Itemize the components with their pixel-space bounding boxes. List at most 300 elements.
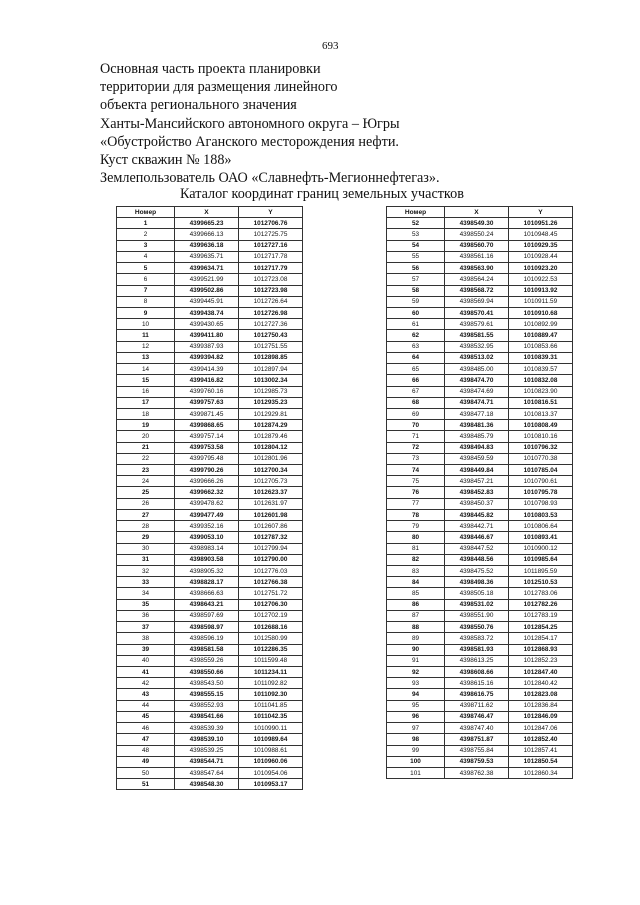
cell-y: 1012717.78 <box>239 251 303 262</box>
table-row <box>387 678 573 689</box>
cell-x: 4398581.93 <box>445 644 509 655</box>
table-row <box>387 285 573 296</box>
header-line: Основная часть проекта планировки <box>100 61 321 77</box>
table-row <box>117 431 303 442</box>
cell-number: 76 <box>387 487 445 498</box>
cell-number: 5 <box>117 263 175 274</box>
cell-y: 1012706.76 <box>239 218 303 229</box>
cell-number: 79 <box>387 521 445 532</box>
cell-x: 4399477.49 <box>175 509 239 520</box>
cell-y: 1010832.08 <box>509 375 573 386</box>
table-row <box>387 375 573 386</box>
coordinates-table-right <box>386 206 573 779</box>
cell-x: 4399662.32 <box>175 487 239 498</box>
cell-x: 4398552.93 <box>175 700 239 711</box>
cell-x: 4399635.71 <box>175 251 239 262</box>
cell-x: 4398539.25 <box>175 745 239 756</box>
table-header-row <box>117 207 303 218</box>
cell-number: 87 <box>387 610 445 621</box>
cell-number: 1 <box>117 218 175 229</box>
table-row <box>117 588 303 599</box>
cell-x: 4398746.47 <box>445 711 509 722</box>
cell-x: 4399438.74 <box>175 307 239 318</box>
cell-x: 4398452.83 <box>445 487 509 498</box>
table-row <box>117 274 303 285</box>
cell-x: 4399430.65 <box>175 319 239 330</box>
cell-number: 97 <box>387 723 445 734</box>
page-number: 693 <box>322 40 339 52</box>
cell-number: 15 <box>117 375 175 386</box>
cell-number: 40 <box>117 655 175 666</box>
coordinates-table-left <box>116 206 303 790</box>
cell-x: 4398828.17 <box>175 577 239 588</box>
cell-y: 1010808.49 <box>509 420 573 431</box>
table-row <box>387 566 573 577</box>
cell-number: 10 <box>117 319 175 330</box>
table-row <box>387 767 573 778</box>
cell-y: 1012688.16 <box>239 622 303 633</box>
cell-y: 1012750.43 <box>239 330 303 341</box>
table-row <box>387 734 573 745</box>
table-row <box>387 610 573 621</box>
cell-number: 61 <box>387 319 445 330</box>
table-row <box>387 330 573 341</box>
column-header-x: X <box>445 207 509 218</box>
catalog-title: Каталог координат границ земельных участков <box>180 186 464 202</box>
cell-y: 1012783.06 <box>509 588 573 599</box>
header-line: Землепользователь ОАО «Славнефть-Мегионнефтегаз». <box>100 170 440 187</box>
cell-x: 4398608.66 <box>445 666 509 677</box>
cell-number: 41 <box>117 666 175 677</box>
cell-x: 4398569.94 <box>445 296 509 307</box>
cell-number: 3 <box>117 240 175 251</box>
cell-number: 66 <box>387 375 445 386</box>
table-row <box>117 666 303 677</box>
table-row <box>387 666 573 677</box>
cell-x: 4398447.52 <box>445 543 509 554</box>
cell-x: 4399871.45 <box>175 408 239 419</box>
cell-number: 86 <box>387 599 445 610</box>
cell-y: 1012852.23 <box>509 655 573 666</box>
table-row <box>387 711 573 722</box>
table-row <box>117 420 303 431</box>
cell-number: 74 <box>387 465 445 476</box>
cell-y: 1012846.09 <box>509 711 573 722</box>
cell-number: 9 <box>117 307 175 318</box>
cell-y: 1012725.75 <box>239 229 303 240</box>
cell-number: 21 <box>117 442 175 453</box>
cell-x: 4398762.38 <box>445 767 509 778</box>
table-row <box>387 240 573 251</box>
cell-y: 1013002.34 <box>239 375 303 386</box>
cell-y: 1012787.32 <box>239 532 303 543</box>
cell-y: 1010989.64 <box>239 734 303 745</box>
cell-y: 1012860.34 <box>509 767 573 778</box>
cell-number: 94 <box>387 689 445 700</box>
table-row <box>387 498 573 509</box>
cell-number: 59 <box>387 296 445 307</box>
cell-number: 81 <box>387 543 445 554</box>
cell-y: 1012897.94 <box>239 364 303 375</box>
cell-number: 89 <box>387 633 445 644</box>
table-row <box>387 218 573 229</box>
cell-number: 30 <box>117 543 175 554</box>
table-row <box>387 364 573 375</box>
table-row <box>387 386 573 397</box>
cell-x: 4399411.80 <box>175 330 239 341</box>
cell-number: 54 <box>387 240 445 251</box>
cell-x: 4398579.61 <box>445 319 509 330</box>
table-row <box>387 599 573 610</box>
cell-y: 1011092.30 <box>239 689 303 700</box>
cell-number: 62 <box>387 330 445 341</box>
cell-x: 4398485.00 <box>445 364 509 375</box>
cell-y: 1010803.53 <box>509 509 573 520</box>
cell-y: 1012840.42 <box>509 678 573 689</box>
cell-x: 4398583.72 <box>445 633 509 644</box>
cell-number: 91 <box>387 655 445 666</box>
cell-y: 1010911.59 <box>509 296 573 307</box>
table-row <box>117 734 303 745</box>
table-row <box>117 532 303 543</box>
table-row <box>117 319 303 330</box>
cell-number: 90 <box>387 644 445 655</box>
cell-x: 4398474.69 <box>445 386 509 397</box>
cell-x: 4399387.93 <box>175 341 239 352</box>
table-row <box>117 610 303 621</box>
cell-y: 1010853.66 <box>509 341 573 352</box>
cell-y: 1010951.26 <box>509 218 573 229</box>
cell-number: 2 <box>117 229 175 240</box>
cell-number: 18 <box>117 408 175 419</box>
table-row <box>117 509 303 520</box>
cell-number: 49 <box>117 756 175 767</box>
cell-x: 4398505.18 <box>445 588 509 599</box>
cell-y: 1012706.30 <box>239 599 303 610</box>
cell-x: 4398555.15 <box>175 689 239 700</box>
cell-y: 1010928.44 <box>509 251 573 262</box>
cell-y: 1012801.96 <box>239 453 303 464</box>
cell-number: 93 <box>387 678 445 689</box>
cell-number: 24 <box>117 476 175 487</box>
cell-y: 1010954.06 <box>239 767 303 778</box>
cell-number: 52 <box>387 218 445 229</box>
cell-x: 4398563.90 <box>445 263 509 274</box>
table-row <box>117 386 303 397</box>
cell-number: 77 <box>387 498 445 509</box>
table-row <box>117 521 303 532</box>
cell-y: 1010893.41 <box>509 532 573 543</box>
cell-number: 36 <box>117 610 175 621</box>
cell-x: 4398550.24 <box>445 229 509 240</box>
cell-x: 4398751.87 <box>445 734 509 745</box>
cell-x: 4398643.21 <box>175 599 239 610</box>
cell-number: 37 <box>117 622 175 633</box>
table-row <box>117 229 303 240</box>
table-row <box>117 240 303 251</box>
cell-number: 13 <box>117 352 175 363</box>
cell-x: 4398477.18 <box>445 408 509 419</box>
cell-y: 1012874.29 <box>239 420 303 431</box>
table-row <box>117 375 303 386</box>
cell-y: 1012847.06 <box>509 723 573 734</box>
cell-number: 64 <box>387 352 445 363</box>
cell-x: 4398513.02 <box>445 352 509 363</box>
cell-x: 4398547.64 <box>175 767 239 778</box>
table-row <box>117 700 303 711</box>
cell-y: 1012705.73 <box>239 476 303 487</box>
cell-y: 1012727.16 <box>239 240 303 251</box>
cell-number: 92 <box>387 666 445 677</box>
cell-y: 1012723.98 <box>239 285 303 296</box>
cell-y: 1011041.85 <box>239 700 303 711</box>
cell-number: 83 <box>387 566 445 577</box>
cell-y: 1012286.35 <box>239 644 303 655</box>
cell-x: 4398449.84 <box>445 465 509 476</box>
cell-x: 4399753.58 <box>175 442 239 453</box>
cell-number: 96 <box>387 711 445 722</box>
cell-number: 46 <box>117 723 175 734</box>
cell-x: 4398474.71 <box>445 397 509 408</box>
table-row <box>117 554 303 565</box>
cell-x: 4399502.86 <box>175 285 239 296</box>
cell-number: 67 <box>387 386 445 397</box>
table-row <box>387 420 573 431</box>
cell-x: 4398498.36 <box>445 577 509 588</box>
cell-x: 4398442.71 <box>445 521 509 532</box>
cell-number: 48 <box>117 745 175 756</box>
cell-x: 4399795.48 <box>175 453 239 464</box>
cell-y: 1012607.86 <box>239 521 303 532</box>
cell-x: 4398983.14 <box>175 543 239 554</box>
cell-y: 1012935.23 <box>239 397 303 408</box>
cell-x: 4398457.21 <box>445 476 509 487</box>
table-row <box>387 229 573 240</box>
cell-x: 4398450.37 <box>445 498 509 509</box>
cell-y: 1012879.46 <box>239 431 303 442</box>
cell-x: 4398613.25 <box>445 655 509 666</box>
table-row <box>117 307 303 318</box>
cell-number: 72 <box>387 442 445 453</box>
cell-x: 4398581.55 <box>445 330 509 341</box>
cell-x: 4398494.83 <box>445 442 509 453</box>
cell-y: 1010892.99 <box>509 319 573 330</box>
table-row <box>117 476 303 487</box>
cell-y: 1010922.53 <box>509 274 573 285</box>
cell-y: 1010813.37 <box>509 408 573 419</box>
cell-y: 1012852.40 <box>509 734 573 745</box>
cell-y: 1010988.61 <box>239 745 303 756</box>
cell-x: 4398446.67 <box>445 532 509 543</box>
table-row <box>117 251 303 262</box>
cell-y: 1012700.34 <box>239 465 303 476</box>
cell-x: 4398551.90 <box>445 610 509 621</box>
cell-x: 4399394.82 <box>175 352 239 363</box>
cell-number: 50 <box>117 767 175 778</box>
cell-x: 4398905.32 <box>175 566 239 577</box>
cell-x: 4398459.59 <box>445 453 509 464</box>
table-row <box>117 711 303 722</box>
cell-number: 55 <box>387 251 445 262</box>
cell-y: 1012804.12 <box>239 442 303 453</box>
cell-x: 4398543.50 <box>175 678 239 689</box>
cell-number: 85 <box>387 588 445 599</box>
cell-number: 44 <box>117 700 175 711</box>
cell-y: 1010785.04 <box>509 465 573 476</box>
table-row <box>387 431 573 442</box>
table-row <box>117 678 303 689</box>
cell-y: 1012783.19 <box>509 610 573 621</box>
cell-x: 4398532.95 <box>445 341 509 352</box>
cell-y: 1012702.19 <box>239 610 303 621</box>
cell-number: 4 <box>117 251 175 262</box>
cell-number: 82 <box>387 554 445 565</box>
cell-y: 1010960.06 <box>239 756 303 767</box>
cell-number: 17 <box>117 397 175 408</box>
cell-y: 1010790.61 <box>509 476 573 487</box>
cell-y: 1012898.85 <box>239 352 303 363</box>
table-row <box>387 397 573 408</box>
cell-x: 4398549.30 <box>445 218 509 229</box>
cell-number: 22 <box>117 453 175 464</box>
cell-x: 4398548.30 <box>175 779 239 790</box>
cell-x: 4399757.14 <box>175 431 239 442</box>
table-row <box>117 655 303 666</box>
cell-number: 63 <box>387 341 445 352</box>
cell-x: 4398903.58 <box>175 554 239 565</box>
cell-y: 1012868.93 <box>509 644 573 655</box>
table-row <box>387 588 573 599</box>
cell-number: 56 <box>387 263 445 274</box>
cell-y: 1012847.40 <box>509 666 573 677</box>
cell-y: 1012850.54 <box>509 756 573 767</box>
cell-number: 26 <box>117 498 175 509</box>
cell-x: 4399445.91 <box>175 296 239 307</box>
cell-number: 11 <box>117 330 175 341</box>
table-row <box>387 476 573 487</box>
cell-y: 1012790.00 <box>239 554 303 565</box>
cell-x: 4398747.40 <box>445 723 509 734</box>
cell-y: 1010839.57 <box>509 364 573 375</box>
cell-x: 4399868.65 <box>175 420 239 431</box>
table-row <box>387 465 573 476</box>
table-row <box>117 442 303 453</box>
cell-y: 1011042.35 <box>239 711 303 722</box>
cell-number: 57 <box>387 274 445 285</box>
table-row <box>387 521 573 532</box>
column-header-x: X <box>175 207 239 218</box>
cell-number: 80 <box>387 532 445 543</box>
table-row <box>387 296 573 307</box>
cell-y: 1010816.51 <box>509 397 573 408</box>
cell-x: 4398598.97 <box>175 622 239 633</box>
table-row <box>117 689 303 700</box>
table-row <box>117 352 303 363</box>
cell-number: 25 <box>117 487 175 498</box>
table-row <box>387 554 573 565</box>
cell-number: 27 <box>117 509 175 520</box>
cell-y: 1012723.08 <box>239 274 303 285</box>
cell-y: 1012623.37 <box>239 487 303 498</box>
cell-number: 14 <box>117 364 175 375</box>
cell-number: 29 <box>117 532 175 543</box>
cell-y: 1011599.48 <box>239 655 303 666</box>
column-header-y: Y <box>239 207 303 218</box>
table-row <box>387 442 573 453</box>
cell-y: 1012580.99 <box>239 633 303 644</box>
cell-x: 4399634.71 <box>175 263 239 274</box>
cell-number: 39 <box>117 644 175 655</box>
table-row <box>387 723 573 734</box>
table-row <box>387 756 573 767</box>
cell-y: 1010953.17 <box>239 779 303 790</box>
table-row <box>117 364 303 375</box>
cell-number: 47 <box>117 734 175 745</box>
table-row <box>387 532 573 543</box>
cell-y: 1010900.12 <box>509 543 573 554</box>
cell-x: 4398474.70 <box>445 375 509 386</box>
cell-y: 1012751.55 <box>239 341 303 352</box>
cell-x: 4398550.66 <box>175 666 239 677</box>
cell-x: 4398581.58 <box>175 644 239 655</box>
cell-y: 1012857.41 <box>509 745 573 756</box>
cell-number: 6 <box>117 274 175 285</box>
table-row <box>117 498 303 509</box>
cell-x: 4399760.16 <box>175 386 239 397</box>
table-row <box>117 779 303 790</box>
table-row <box>117 622 303 633</box>
cell-y: 1012929.81 <box>239 408 303 419</box>
table-header-row <box>387 207 573 218</box>
cell-y: 1012601.98 <box>239 509 303 520</box>
cell-x: 4398559.26 <box>175 655 239 666</box>
table-row <box>387 745 573 756</box>
cell-x: 4398759.53 <box>445 756 509 767</box>
table-row <box>387 453 573 464</box>
cell-y: 1012717.79 <box>239 263 303 274</box>
cell-y: 1010929.35 <box>509 240 573 251</box>
table-row <box>117 745 303 756</box>
header-line: Куст скважин № 188» <box>100 152 232 169</box>
cell-x: 4399757.63 <box>175 397 239 408</box>
cell-x: 4399053.10 <box>175 532 239 543</box>
cell-y: 1010910.68 <box>509 307 573 318</box>
table-row <box>117 543 303 554</box>
table-row <box>387 274 573 285</box>
cell-y: 1010889.47 <box>509 330 573 341</box>
cell-y: 1010985.64 <box>509 554 573 565</box>
table-row <box>387 263 573 274</box>
cell-x: 4398568.72 <box>445 285 509 296</box>
cell-number: 28 <box>117 521 175 532</box>
table-row <box>117 263 303 274</box>
cell-y: 1012799.94 <box>239 543 303 554</box>
cell-x: 4399414.39 <box>175 364 239 375</box>
cell-y: 1011895.59 <box>509 566 573 577</box>
cell-x: 4398475.52 <box>445 566 509 577</box>
cell-number: 8 <box>117 296 175 307</box>
table-row <box>117 408 303 419</box>
cell-number: 70 <box>387 420 445 431</box>
column-header-number: Номер <box>117 207 175 218</box>
cell-number: 60 <box>387 307 445 318</box>
cell-number: 65 <box>387 364 445 375</box>
cell-y: 1012727.36 <box>239 319 303 330</box>
table-row <box>117 218 303 229</box>
table-row <box>387 655 573 666</box>
table-row <box>387 633 573 644</box>
cell-number: 32 <box>117 566 175 577</box>
